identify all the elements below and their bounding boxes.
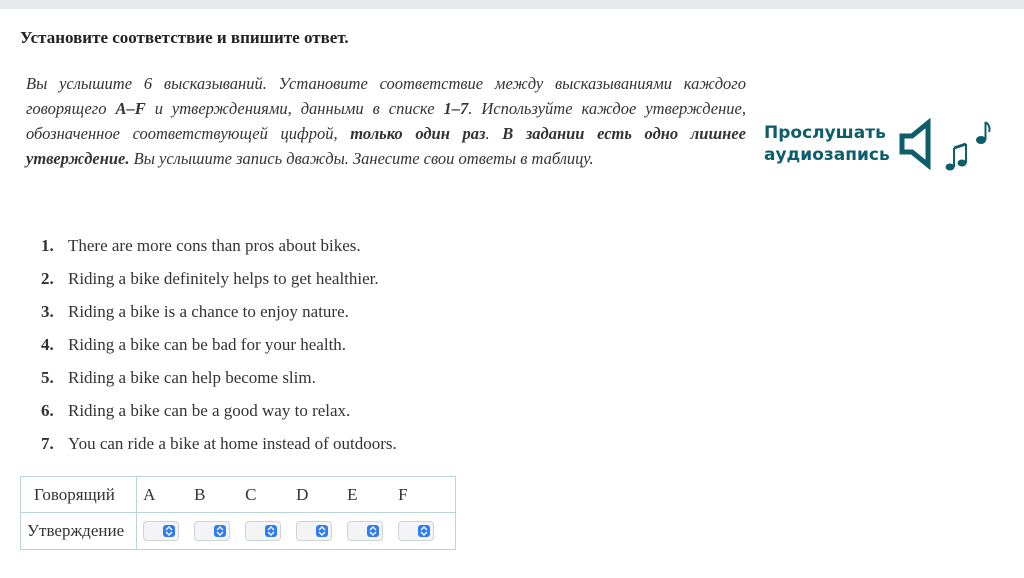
select-arrows-icon [265, 525, 277, 537]
play-audio-label: Прослушать аудиозапись [764, 123, 890, 165]
speaker-header: Говорящий [21, 477, 137, 513]
statement-row [21, 513, 456, 550]
play-audio-button[interactable] [764, 118, 1004, 178]
select-arrows-icon [418, 525, 430, 537]
answer-table [20, 476, 456, 550]
speaker-letter: C [245, 484, 257, 504]
statements-list [41, 236, 397, 467]
speaker-letter: B [194, 484, 206, 504]
select-arrows-icon [214, 525, 226, 537]
task-title: Установите соответствие и впишите ответ. [20, 28, 349, 47]
statement-header: Утверждение [21, 513, 137, 550]
answer-select-f[interactable] [398, 521, 434, 541]
list-item: 6. Riding a bike can be a good way to relax. [41, 401, 351, 420]
answer-select-a[interactable] [143, 521, 179, 541]
speaker-letter: E [347, 484, 358, 504]
list-item: 4. Riding a bike can be bad for your health. [41, 335, 347, 354]
select-arrows-icon [367, 525, 379, 537]
list-item: 1. There are more cons than pros about bikes. [41, 236, 361, 255]
answer-select-e[interactable] [347, 521, 383, 541]
list-item: 7. You can ride a bike at home instead of outdoors. [41, 434, 397, 453]
answer-select-b[interactable] [194, 521, 230, 541]
list-item: 3. Riding a bike is a chance to enjoy nature. [41, 302, 349, 321]
speaker-row [21, 477, 456, 513]
select-arrows-icon [163, 525, 175, 537]
top-bar [0, 0, 1024, 9]
answer-select-c[interactable] [245, 521, 281, 541]
list-item: 5. Riding a bike can help become slim. [41, 368, 316, 387]
music-notes-icon [944, 120, 992, 176]
speaker-letter: D [296, 484, 309, 504]
answer-select-d[interactable] [296, 521, 332, 541]
list-item: 2. Riding a bike definitely helps to get healthier. [41, 269, 379, 288]
speaker-letter: F [398, 484, 408, 504]
speaker-icon [898, 118, 940, 170]
select-arrows-icon [316, 525, 328, 537]
task-instructions: Вы услышите 6 высказываний. Установите соответствие между высказываниями каждого говорящего A–F и утверждениями, данными в списке 1–7. Используйте каждое утверждение, обозначенное соответствующей цифрой, только один раз. В задании есть одно лишнее утверждение. Вы услышите запись дважды. Занесите свои ответы в таблицу. [26, 74, 746, 168]
speaker-letter: A [143, 484, 156, 504]
